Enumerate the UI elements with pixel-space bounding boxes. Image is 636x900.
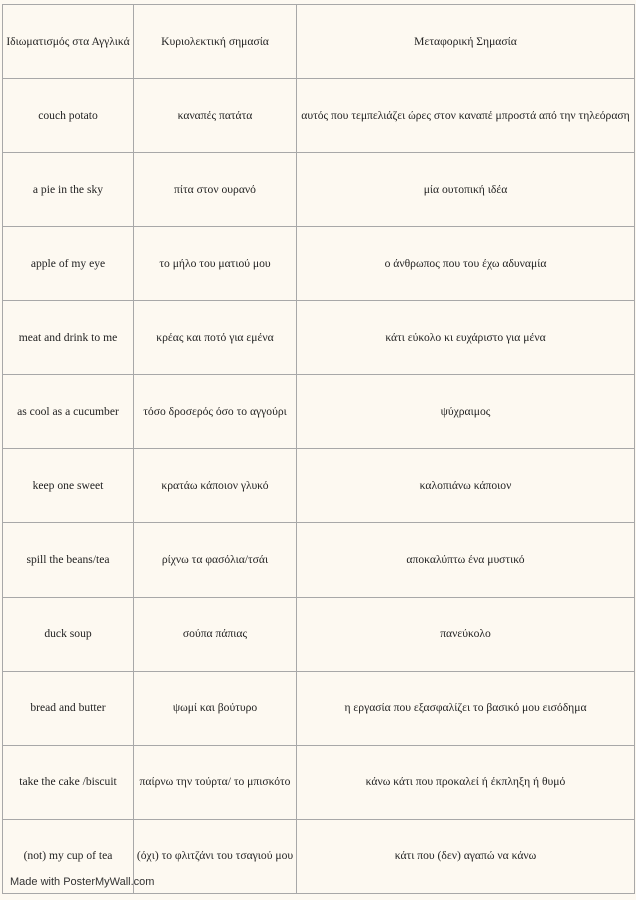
header-literal-meaning: Κυριολεκτική σημασία	[134, 5, 297, 79]
figurative-meaning-cell: κάτι εύκολο κι ευχάριστο για μένα	[297, 301, 635, 375]
english-idiom-cell: meat and drink to me	[3, 301, 134, 375]
table-header-row	[3, 5, 635, 79]
literal-meaning-cell: (όχι) το φλιτζάνι του τσαγιού μου	[134, 819, 297, 893]
figurative-meaning-cell: μία ουτοπική ιδέα	[297, 153, 635, 227]
header-english-idiom: Ιδιωματισμός στα Αγγλικά	[3, 5, 134, 79]
table-row	[3, 449, 635, 523]
english-idiom-cell: couch potato	[3, 79, 134, 153]
english-idiom-cell: bread and butter	[3, 671, 134, 745]
literal-meaning-cell: πίτα στον ουρανό	[134, 153, 297, 227]
english-idiom-cell: apple of my eye	[3, 227, 134, 301]
literal-meaning-cell: καναπές πατάτα	[134, 79, 297, 153]
literal-meaning-cell: το μήλο του ματιού μου	[134, 227, 297, 301]
table-row	[3, 745, 635, 819]
table-row	[3, 375, 635, 449]
literal-meaning-cell: σούπα πάπιας	[134, 597, 297, 671]
table-body	[3, 79, 635, 894]
literal-meaning-cell: κρέας και ποτό για εμένα	[134, 301, 297, 375]
literal-meaning-cell: ρίχνω τα φασόλια/τσάι	[134, 523, 297, 597]
table-row	[3, 153, 635, 227]
table-row	[3, 523, 635, 597]
idioms-table	[2, 4, 635, 894]
watermark: Made with PosterMyWall.com	[10, 876, 155, 888]
literal-meaning-cell: κρατάω κάποιον γλυκό	[134, 449, 297, 523]
figurative-meaning-cell: ψύχραιμος	[297, 375, 635, 449]
table-row	[3, 301, 635, 375]
english-idiom-cell: a pie in the sky	[3, 153, 134, 227]
table-row	[3, 227, 635, 301]
english-idiom-cell: as cool as a cucumber	[3, 375, 134, 449]
english-idiom-cell: duck soup	[3, 597, 134, 671]
figurative-meaning-cell: αποκαλύπτω ένα μυστικό	[297, 523, 635, 597]
figurative-meaning-cell: ο άνθρωπος που του έχω αδυναμία	[297, 227, 635, 301]
english-idiom-cell: spill the beans/tea	[3, 523, 134, 597]
literal-meaning-cell: τόσο δροσερός όσο το αγγούρι	[134, 375, 297, 449]
table-row	[3, 671, 635, 745]
english-idiom-cell: (not) my cup of tea	[3, 819, 134, 893]
table-row	[3, 597, 635, 671]
figurative-meaning-cell: πανεύκολο	[297, 597, 635, 671]
literal-meaning-cell: ψωμί και βούτυρο	[134, 671, 297, 745]
figurative-meaning-cell: η εργασία που εξασφαλίζει το βασικό μου εισόδημα	[297, 671, 635, 745]
table-row	[3, 79, 635, 153]
figurative-meaning-cell: κάτι που (δεν) αγαπώ να κάνω	[297, 819, 635, 893]
header-figurative-meaning: Μεταφορική Σημασία	[297, 5, 635, 79]
figurative-meaning-cell: κάνω κάτι που προκαλεί ή έκπληξη ή θυμό	[297, 745, 635, 819]
english-idiom-cell: keep one sweet	[3, 449, 134, 523]
literal-meaning-cell: παίρνω την τούρτα/ το μπισκότο	[134, 745, 297, 819]
figurative-meaning-cell: αυτός που τεμπελιάζει ώρες στον καναπέ μπροστά από την τηλεόραση	[297, 79, 635, 153]
english-idiom-cell: take the cake /biscuit	[3, 745, 134, 819]
figurative-meaning-cell: καλοπιάνω κάποιον	[297, 449, 635, 523]
